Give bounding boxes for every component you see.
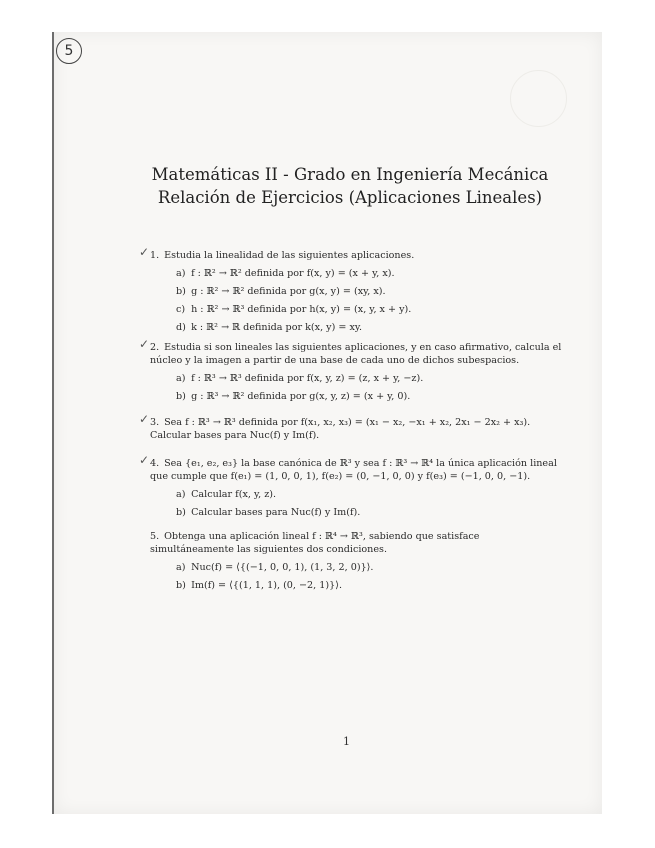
page-label-circle: 5 bbox=[56, 38, 82, 64]
list-item: b) Im(f) = ⟨{(1, 1, 1), (0, −2, 1)}⟩. bbox=[176, 580, 342, 591]
check-mark-icon: ✓ bbox=[139, 412, 150, 426]
list-item: a) f : ℝ³ → ℝ³ definida por f(x, y, z) = (z, x + y, −z). bbox=[176, 373, 424, 384]
exercise-3 bbox=[139, 412, 562, 442]
exercise-number: 3. bbox=[150, 417, 160, 428]
exercise-text: Obtenga una aplicación lineal f : ℝ⁴ → ℝ³, sabiendo que satisface simultáneamente las siguientes dos condiciones. bbox=[150, 531, 480, 555]
exercise-items bbox=[176, 372, 562, 403]
title-line-1: Matemáticas II - Grado en Ingeniería Mecánica bbox=[151, 165, 549, 184]
exercise-items bbox=[176, 561, 562, 592]
exercise-text: Sea {e₁, e₂, e₃} la base canónica de ℝ³ y sea f : ℝ³ → ℝ⁴ la única aplicación lineal que cumple que f(e₁) = (1, 0, 0, 1), f(e₂) = (0, −1, 0, 0) y f(e₃) = (−1, 0, 0, −1). bbox=[150, 458, 557, 482]
check-mark-icon: ✓ bbox=[139, 453, 150, 467]
check-mark-icon: ✓ bbox=[139, 245, 150, 259]
list-item: d) k : ℝ² → ℝ definida por k(x, y) = xy. bbox=[176, 322, 363, 333]
list-item: a) Calcular f(x, y, z). bbox=[176, 489, 277, 500]
check-mark-icon: ✓ bbox=[139, 337, 150, 351]
exercise-number: 2. bbox=[150, 342, 160, 353]
list-item: b) Calcular bases para Nuc(f) y Im(f). bbox=[176, 507, 361, 518]
exercise-items bbox=[176, 267, 562, 334]
title-line-2: Relación de Ejercicios (Aplicaciones Lineales) bbox=[157, 188, 543, 207]
exercise-number: 1. bbox=[150, 250, 160, 261]
exercise-text: Sea f : ℝ³ → ℝ³ definida por f(x₁, x₂, x₃) = (x₁ − x₂, −x₁ + x₂, 2x₁ − 2x₂ + x₃). Calcular bases para Nuc(f) y Im(f). bbox=[150, 417, 531, 441]
exercise-text: Estudia la linealidad de las siguientes aplicaciones. bbox=[164, 250, 415, 261]
list-item: a) Nuc(f) = ⟨{(−1, 0, 0, 1), (1, 3, 2, 0)}⟩. bbox=[176, 562, 374, 573]
exercise-2 bbox=[139, 337, 562, 403]
page-number: 1 bbox=[343, 735, 350, 748]
list-item: a) f : ℝ² → ℝ² definida por f(x, y) = (x + y, x). bbox=[176, 268, 395, 279]
exercise-text: Estudia si son lineales las siguientes aplicaciones, y en caso afirmativo, calcula el núcleo y la imagen a partir de una base de cada uno de dichos subespacios. bbox=[150, 342, 562, 366]
exercise-4 bbox=[139, 453, 562, 519]
list-item: b) g : ℝ² → ℝ² definida por g(x, y) = (xy, x). bbox=[176, 286, 386, 297]
exercise-5 bbox=[150, 530, 562, 592]
exercise-number: 4. bbox=[150, 458, 160, 469]
exercise-1 bbox=[139, 245, 562, 334]
exercise-number: 5. bbox=[150, 531, 160, 542]
list-item: c) h : ℝ² → ℝ³ definida por h(x, y) = (x, y, x + y). bbox=[176, 304, 412, 315]
exercise-items bbox=[176, 488, 562, 519]
list-item: b) g : ℝ³ → ℝ² definida por g(x, y, z) = (x + y, 0). bbox=[176, 391, 411, 402]
